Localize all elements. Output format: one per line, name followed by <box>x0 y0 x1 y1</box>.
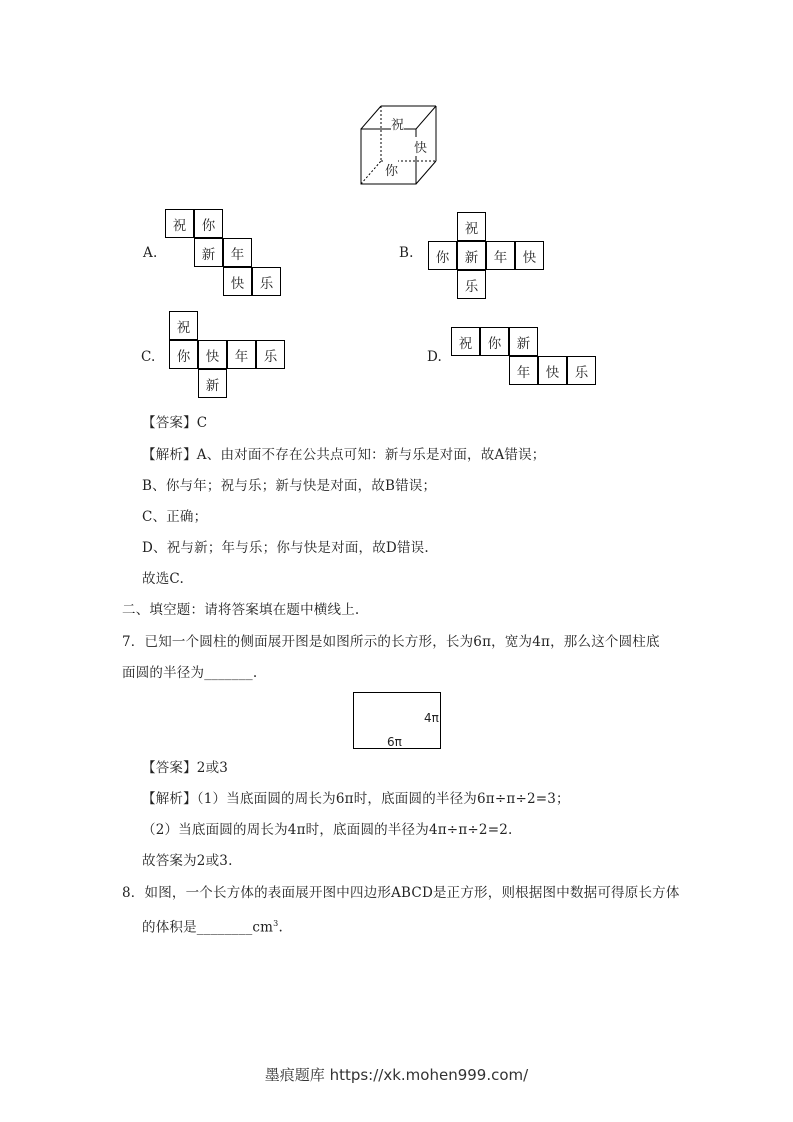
q6-answer: 【答案】C <box>142 415 208 431</box>
q6-conclusion: 故选C. <box>142 571 184 587</box>
option-d-cell: 你 <box>480 327 509 356</box>
option-b-cell: 乐 <box>457 270 486 299</box>
option-c-cell: 祝 <box>169 311 198 340</box>
option-a-cell: 乐 <box>252 267 281 296</box>
option-a-cell: 祝 <box>165 209 194 238</box>
option-a-cell: 你 <box>194 209 223 238</box>
q7-rect-height-label: 4π <box>424 711 439 725</box>
cube-top-label: 祝 <box>391 114 404 133</box>
footer-watermark: 墨痕题库 https://xk.mohen999.com/ <box>264 1066 529 1084</box>
q8-question-line1: 8．如图，一个长方体的表面展开图中四边形ABCD是正方形，则根据图中数据可得原长方体 <box>122 885 680 901</box>
option-b-cell: 快 <box>515 241 544 270</box>
option-a-cell: 年 <box>223 238 252 267</box>
q7-answer: 【答案】2或3 <box>142 760 229 776</box>
section-heading: 二、填空题：请将答案填在题中横线上. <box>122 602 360 618</box>
option-b-label: B. <box>399 245 414 261</box>
option-b-cell: 新 <box>457 241 486 270</box>
option-d-cell: 快 <box>538 356 567 385</box>
q6-analysis-b: B、你与年；祝与乐；新与快是对面，故B错误； <box>142 478 437 494</box>
q7-analysis-1: 【解析】（1）当底面圆的周长为6π时，底面圆的半径为6π÷π÷2=3； <box>142 791 570 807</box>
q8-line2-end: . <box>278 919 283 936</box>
q7-question-line2: 面圆的半径为_______. <box>122 665 258 681</box>
q6-analysis-d: D、祝与新；年与乐；你与快是对面，故D错误. <box>142 540 429 556</box>
option-c-cell: 年 <box>227 340 256 369</box>
option-b-cell: 你 <box>428 241 457 270</box>
option-d-label: D. <box>427 349 443 365</box>
option-a-cell: 新 <box>194 238 223 267</box>
cube-right-label: 快 <box>414 137 427 156</box>
option-d-cell: 乐 <box>567 356 596 385</box>
q8-line2-text: 的体积是________cm <box>142 919 274 936</box>
option-c-cell: 你 <box>169 340 198 369</box>
q6-analysis: 【解析】A、由对面不存在公共点可知：新与乐是对面，故A错误； <box>142 447 546 463</box>
option-d-cell: 年 <box>509 356 538 385</box>
option-b-cell: 祝 <box>457 212 486 241</box>
option-c-label: C. <box>141 349 156 365</box>
q8-question-line2 <box>142 915 283 937</box>
option-d-cell: 新 <box>509 327 538 356</box>
q6-analysis-c: C、正确； <box>142 509 208 525</box>
q7-rect-width-label: 6π <box>387 735 402 749</box>
option-a-cell: 快 <box>223 267 252 296</box>
cube-front-label: 你 <box>385 160 398 179</box>
option-c-cell: 新 <box>198 369 227 398</box>
q8-unit-exponent: 3 <box>273 919 279 928</box>
q7-conclusion: 故答案为2或3. <box>142 853 233 869</box>
option-c-cell: 乐 <box>256 340 285 369</box>
option-a-label: A. <box>143 245 158 261</box>
option-d-cell: 祝 <box>451 327 480 356</box>
q7-analysis-2: （2）当底面圆的周长为4π时，底面圆的半径为4π÷π÷2=2. <box>142 822 513 838</box>
option-b-cell: 年 <box>486 241 515 270</box>
option-c-cell: 快 <box>198 340 227 369</box>
q7-question-line1: 7．已知一个圆柱的侧面展开图是如图所示的长方形，长为6π，宽为4π，那么这个圆柱底 <box>122 634 660 650</box>
